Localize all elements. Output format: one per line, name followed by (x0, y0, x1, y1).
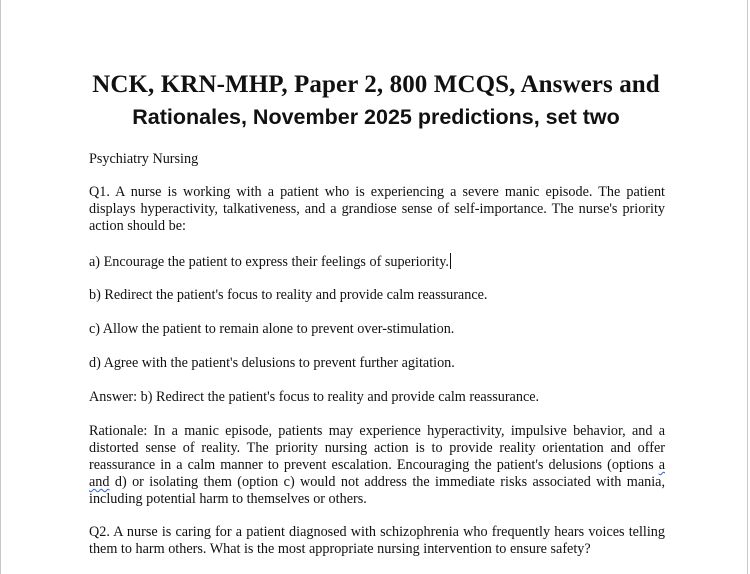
q1-rationale-part1: Rationale: In a manic episode, patients may experience hyperactivity, impulsive behavior, and a distorted sense of reality. The priority nursing action is to provide reality orientation and offer reassurance in a calm manner to prevent escalation. Encouraging the patient's delusions (options (89, 423, 665, 473)
q1-option-a-text: a) Encourage the patient to express their feelings of superiority. (89, 254, 449, 270)
document-title (61, 70, 691, 132)
section-heading: Psychiatry Nursing (89, 151, 199, 167)
title-line-1: NCK, KRN-MHP, Paper 2, 800 MCQS, Answers and (92, 71, 660, 98)
grammar-flag[interactable]: a and (89, 457, 665, 490)
q1-answer: Answer: b) Redirect the patient's focus to reality and provide calm reassurance. (89, 389, 540, 405)
q1-rationale-part2: d) or isolating them (option c) would not address the immediate risks associated with mania, including potential harm to themselves or others. (89, 474, 665, 507)
q1-option-b: b) Redirect the patient's focus to reality and provide calm reassurance. (89, 287, 488, 303)
q1-rationale (89, 423, 665, 508)
title-line-2: Rationales, November 2025 predictions, set two (132, 105, 620, 129)
q1-option-a (89, 253, 665, 271)
text-cursor (450, 253, 451, 269)
q1-option-d: d) Agree with the patient's delusions to prevent further agitation. (89, 355, 455, 371)
q1-question: Q1. A nurse is working with a patient who is experiencing a severe manic episode. The patient displays hyperactivity, talkativeness, and a grandiose sense of self-importance. The nurse's priority action should be: (89, 184, 665, 234)
q1-option-c: c) Allow the patient to remain alone to prevent over-stimulation. (89, 321, 455, 337)
q2-question: Q2. A nurse is caring for a patient diagnosed with schizophrenia who frequently hears voices telling them to harm others. What is the most appropriate nursing intervention to ensure safety? (89, 524, 665, 557)
